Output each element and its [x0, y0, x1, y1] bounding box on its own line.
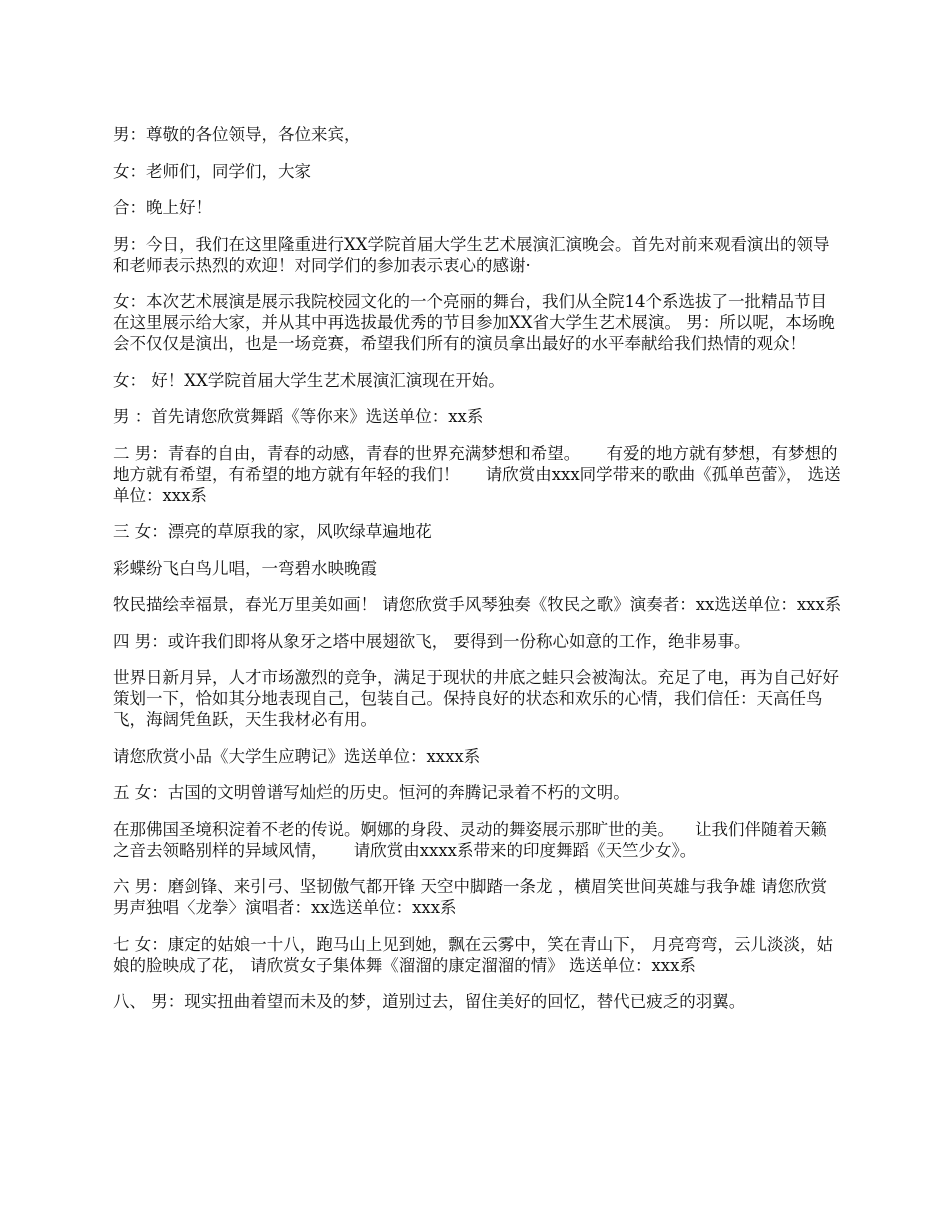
paragraph-1: 男：尊敬的各位领导，各位来宾，: [113, 125, 361, 144]
paragraph-7: 男 ：首先请您欣赏舞蹈《等你来》选送单位：xx系: [113, 407, 484, 426]
paragraph-17: 六 男：磨剑锋、来引弓、坚韧傲气都开锋 天空中脚踏一条龙 ，横眉笑世间英雄与我争雄 请您欣赏男声独唱〈龙拳〉演唱者：xx选送单位：xxx系: [113, 877, 827, 917]
paragraph-5: 女：本次艺术展演是展示我院校园文化的一个亮丽的舞台，我们从全院14个系选拔了一批精品节目在这里展示给大家，并从其中再选拔最优秀的节目参加XX省大学生艺术展演。 男：所以呢，本场晚会不仅仅是演出，也是一场竞赛，希望我们所有的演员拿出最好的水平奉献给我们热情的观众！: [113, 292, 835, 353]
paragraph-6: 女： 好！XX学院首届大学生艺术展演汇演现在开始。: [113, 370, 505, 390]
paragraph-3: 合：晚上好！: [113, 198, 212, 217]
paragraph-19: 八、 男：现实扭曲着望而未及的梦，道别过去，留住美好的回忆，替代已疲乏的羽翼。: [113, 992, 746, 1011]
paragraph-15: 五 女：古国的文明曾谱写灿烂的历史。恒河的奔腾记录着不朽的文明。: [113, 783, 630, 802]
paragraph-9: 三 女：漂亮的草原我的家，风吹绿草遍地花: [113, 522, 432, 541]
paragraph-18: 七 女：康定的姑娘一十八，跑马山上见到她，飘在云雾中，笑在青山下， 月亮弯弯，云儿淡淡，姑娘的脸映成了花， 请欣赏女子集体舞《溜溜的康定溜溜的情》 选送单位：xxx系: [113, 934, 833, 975]
paragraph-12: 四 男：或许我们即将从象牙之塔中展翅欲飞， 要得到一份称心如意的工作，绝非易事。: [113, 631, 751, 651]
paragraph-4: 男：今日，我们在这里隆重进行XX学院首届大学生艺术展演汇演晚会。首先对前来观看演出的领导和老师表示热烈的欢迎！对同学们的参加表示衷心的感谢·: [113, 234, 830, 275]
paragraph-8: 二 男：青春的自由，青春的动感，青春的世界充满梦想和希望。 有爱的地方就有梦想，有梦想的地方就有希望，有希望的地方就有年轻的我们！ 请欣赏由xxx同学带来的歌曲《孤单芭蕾》， 选送单位：xxx系: [113, 443, 841, 505]
paragraph-16: 在那佛国圣境积淀着不老的传说。婀娜的身段、灵动的舞姿展示那旷世的美。 让我们伴随着天籁之音去领略别样的异域风情， 请欣赏由xxxx系带来的印度舞蹈《天竺少女》。: [113, 819, 827, 860]
paragraph-11: 牧民描绘幸福景，春光万里美如画！ 请您欣赏手风琴独奏《牧民之歌》演奏者：xx选送单位：xxx系: [113, 595, 842, 614]
paragraph-10: 彩蝶纷飞白鸟儿唱，一弯碧水映晚霞: [113, 558, 377, 578]
paragraph-13: 世界日新月异，人才市场激烈的竞争，满足于现状的井底之蛙只会被淘汰。充足了电，再为自己好好策划一下，恰如其分地表现自己，包装自己。保持良好的状态和欢乐的心情，我们信任：天高任鸟飞，海阔凭鱼跃，天生我材必有用。: [113, 668, 839, 729]
paragraph-2: 女：老师们，同学们，大家: [113, 161, 311, 181]
paragraph-14: 请您欣赏小品《大学生应聘记》选送单位：xxxx系: [113, 746, 481, 766]
